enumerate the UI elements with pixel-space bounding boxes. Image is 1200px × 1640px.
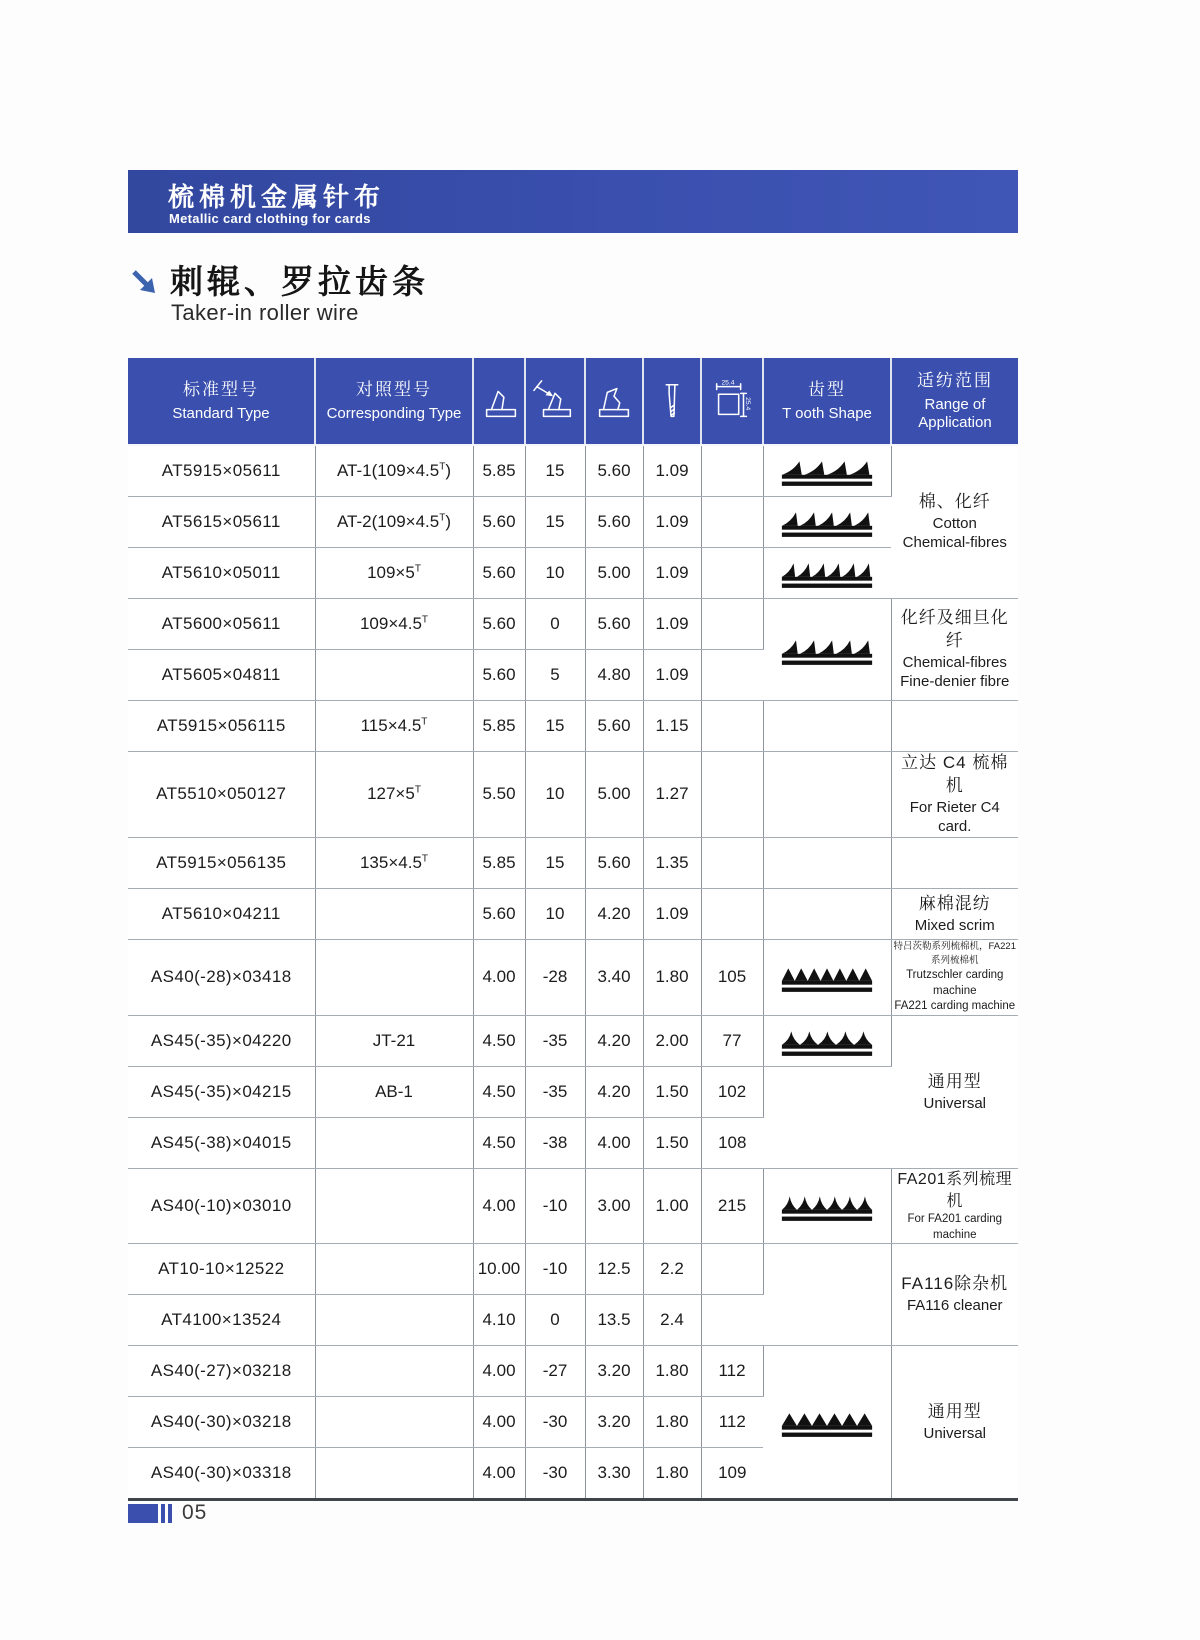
rib-width-cell: 1.09: [643, 445, 701, 497]
header-cell-tooth-depth-icon: [585, 358, 643, 445]
tooth-depth-cell: 3.40: [585, 939, 643, 1015]
total-height-cell: 4.00: [473, 1168, 525, 1243]
tooth-shape-fin-5-icon: [779, 507, 875, 537]
table-row: [128, 1168, 1018, 1243]
rib-width-cell: 1.09: [643, 599, 701, 650]
superscript: T: [414, 784, 421, 796]
table-row: [128, 701, 1018, 752]
header-row: [128, 358, 1018, 445]
application-cell: [891, 752, 1018, 838]
tooth-depth-cell: 3.20: [585, 1397, 643, 1448]
spec-table: [128, 358, 1018, 1501]
superscript: T: [421, 614, 429, 626]
footer-mark-bar: [161, 1504, 165, 1523]
table-row: [128, 752, 1018, 838]
tooth-shape-cell: [763, 445, 891, 497]
rib-width-cell: 2.4: [643, 1295, 701, 1346]
working-angle-cell: -27: [525, 1346, 585, 1397]
header-cell-content: [474, 378, 524, 424]
corresponding-type-cell: JT-21: [315, 1015, 473, 1066]
header-label-zh: 适纺范围: [917, 371, 993, 391]
application-cell: [891, 1015, 1018, 1168]
standard-type-cell: AS40(-30)×03318: [128, 1448, 315, 1500]
total-height-cell: 4.10: [473, 1295, 525, 1346]
tooth-depth-cell: 3.20: [585, 1346, 643, 1397]
points-density-cell: 105: [701, 939, 763, 1015]
working-angle-cell: 15: [525, 701, 585, 752]
header-label-zh: 对照型号: [356, 380, 432, 400]
tooth-shape-cell: [763, 752, 891, 838]
total-height-cell: 4.00: [473, 1397, 525, 1448]
tooth-shape-fin-6-icon: [779, 558, 875, 588]
tooth-depth-cell: 4.20: [585, 888, 643, 939]
total-height-cell: 4.00: [473, 939, 525, 1015]
tooth-shape-cell: [763, 1244, 891, 1346]
rib-width-cell: 1.35: [643, 837, 701, 888]
tooth-shape-wave-5-icon: [779, 1026, 875, 1056]
tooth-shape-cell: [763, 837, 891, 888]
tooth-shape-cell: [763, 1066, 891, 1168]
working-angle-cell: 0: [525, 599, 585, 650]
tooth-front-angle-icon: [532, 378, 578, 424]
total-height-cell: 4.50: [473, 1117, 525, 1168]
table-row: [128, 1015, 1018, 1066]
page-number: 05: [182, 1501, 208, 1524]
superscript: T: [439, 461, 446, 473]
corresponding-type-cell: $135\times 4.5^T$: [315, 837, 473, 888]
rib-width-cell: 1.27: [643, 752, 701, 838]
standard-type-cell: AS40(-30)×03218: [128, 1397, 315, 1448]
application-line: FA116除杂机: [901, 1274, 1009, 1294]
points-density-cell: 108: [701, 1117, 763, 1168]
tooth-depth-cell: 5.00: [585, 752, 643, 838]
corresponding-type-cell: $127\times 5^T$: [315, 752, 473, 838]
header-label-en: Range of Application: [918, 395, 992, 431]
corresponding-type-cell: [315, 1295, 473, 1346]
rib-width-cell: 1.09: [643, 650, 701, 701]
working-angle-cell: 0: [525, 1295, 585, 1346]
application-cell: [891, 701, 1018, 752]
section-title-en: Taker-in roller wire: [171, 300, 359, 325]
working-angle-cell: -10: [525, 1168, 585, 1243]
total-height-cell: 5.60: [473, 650, 525, 701]
application-line: For FA201 carding machine: [907, 1213, 1003, 1241]
header-cell-points-density-icon: [701, 358, 763, 445]
tooth-depth-cell: 3.30: [585, 1448, 643, 1500]
standard-type-cell: AT5615×05611: [128, 497, 315, 548]
rib-width-cell: 1.80: [643, 1448, 701, 1500]
working-angle-cell: 15: [525, 497, 585, 548]
total-height-cell: 5.60: [473, 599, 525, 650]
table-row: [128, 548, 1018, 599]
application-line: FA116 cleaner: [906, 1297, 1003, 1315]
svg-text:25.4: 25.4: [721, 379, 735, 387]
application-line: 棉、化纤: [918, 492, 991, 512]
arrow-down-right-icon: [130, 268, 160, 298]
working-angle-cell: 15: [525, 837, 585, 888]
application-line: 通用型: [927, 1401, 982, 1421]
total-height-cell: 5.85: [473, 701, 525, 752]
corresponding-type-cell: $115\times 4.5^T$: [315, 701, 473, 752]
points-density-cell: 77: [701, 1015, 763, 1066]
table-row: [128, 1066, 1018, 1117]
points-density-cell: 102: [701, 1066, 763, 1117]
application-line: Chemical-fibres: [902, 653, 1007, 671]
application-line: Cotton: [932, 514, 977, 532]
standard-type-cell: AT4100×13524: [128, 1295, 315, 1346]
total-height-cell: 10.00: [473, 1244, 525, 1295]
working-angle-cell: -30: [525, 1397, 585, 1448]
application-cell: [891, 837, 1018, 888]
working-angle-cell: 15: [525, 445, 585, 497]
tooth-depth-cell: 12.5: [585, 1244, 643, 1295]
working-angle-cell: -10: [525, 1244, 585, 1295]
points-density-cell: [701, 1244, 763, 1295]
tooth-shape-cell: [763, 497, 891, 548]
header-cell: [891, 358, 1018, 445]
header-label-zh: 齿型: [808, 380, 846, 400]
points-density-cell: [701, 445, 763, 497]
table-row: [128, 939, 1018, 1015]
header-cell-content: [316, 379, 472, 423]
rib-width-cell: 1.15: [643, 701, 701, 752]
tooth-depth-cell: 4.20: [585, 1015, 643, 1066]
corresponding-type-cell: [315, 888, 473, 939]
standard-type-cell: AT5915×056135: [128, 837, 315, 888]
top-banner: [128, 170, 1018, 233]
tooth-depth-cell: 4.00: [585, 1117, 643, 1168]
working-angle-cell: 10: [525, 548, 585, 599]
working-angle-cell: -28: [525, 939, 585, 1015]
total-height-cell: 4.50: [473, 1015, 525, 1066]
header-label-en: Corresponding Type: [326, 404, 462, 422]
table-row: [128, 497, 1018, 548]
header-cell-tooth-front-angle-icon: [525, 358, 585, 445]
header-cell: [128, 358, 315, 445]
superscript: T: [421, 853, 429, 865]
points-density-cell: 112: [701, 1397, 763, 1448]
table-row: [128, 599, 1018, 650]
points-density-cell: [701, 701, 763, 752]
application-cell: [891, 1168, 1018, 1243]
application-cell: [891, 1244, 1018, 1346]
application-line: Universal: [923, 1094, 987, 1112]
banner-title-en: Metallic card clothing for cards: [169, 211, 371, 226]
points-density-cell: 215: [701, 1168, 763, 1243]
tooth-shape-cell: [763, 888, 891, 939]
header-cell-content: [644, 378, 700, 424]
tooth-shape-tri-6-icon: [779, 1407, 875, 1437]
header-cell-content: [764, 379, 890, 423]
application-line: 化纤及细旦化纤: [900, 608, 1009, 650]
corresponding-type-cell: [315, 1244, 473, 1295]
points-density-cell: [701, 548, 763, 599]
superscript: T: [421, 716, 428, 728]
standard-type-cell: AS40(-28)×03418: [128, 939, 315, 1015]
application-cell: [891, 888, 1018, 939]
application-line: 特吕茨勒系列梳棉机，FA221系列梳棉机: [893, 940, 1016, 967]
tooth-depth-cell: 5.60: [585, 599, 643, 650]
tooth-shape-wave-6-icon: [779, 1191, 875, 1221]
standard-type-cell: AT5915×05611: [128, 445, 315, 497]
corresponding-type-cell: $AT-1(109\times 4.5^T)$: [315, 445, 473, 497]
application-line: Fine-denier fibre: [900, 673, 1010, 691]
application-line: Chemical-fibres: [902, 534, 1007, 552]
header-cell-content: [892, 370, 1018, 432]
working-angle-cell: 10: [525, 888, 585, 939]
corresponding-type-cell: $109\times 5^T$: [315, 548, 473, 599]
corresponding-type-cell: $AT-2(109\times 4.5^T)$: [315, 497, 473, 548]
header-cell-rib-width-icon: [643, 358, 701, 445]
tooth-depth-cell: 5.60: [585, 701, 643, 752]
points-density-cell: [701, 650, 763, 701]
tooth-total-height-icon: [478, 378, 524, 424]
application-line: Trutzschler carding machine: [906, 969, 1004, 997]
points-density-cell: [701, 1295, 763, 1346]
working-angle-cell: 10: [525, 752, 585, 838]
tooth-shape-cell: [763, 1168, 891, 1243]
application-line: Universal: [923, 1424, 987, 1442]
header-label-en: Standard Type: [172, 404, 270, 422]
header-cell-content: [702, 378, 762, 424]
header-cell: [763, 358, 891, 445]
working-angle-cell: 5: [525, 650, 585, 701]
points-density-icon: [709, 378, 755, 424]
tooth-shape-cell: [763, 548, 891, 599]
points-density-cell: [701, 837, 763, 888]
tooth-depth-cell: 13.5: [585, 1295, 643, 1346]
header-label-zh: 标准型号: [183, 380, 259, 400]
table-head: [128, 358, 1018, 445]
rib-width-cell: 1.00: [643, 1168, 701, 1243]
standard-type-cell: AS45(-35)×04220: [128, 1015, 315, 1066]
table-body: [128, 445, 1018, 1500]
tooth-shape-cell: [763, 599, 891, 701]
header-cell-content: [586, 378, 642, 424]
points-density-cell: 112: [701, 1346, 763, 1397]
svg-text:25.4: 25.4: [743, 397, 751, 411]
corresponding-type-cell: [315, 1168, 473, 1243]
tooth-depth-cell: 4.20: [585, 1066, 643, 1117]
banner-title-zh: 梳棉机金属针布: [168, 182, 386, 212]
application-cell: [891, 939, 1018, 1015]
total-height-cell: 5.50: [473, 752, 525, 838]
standard-type-cell: AS40(-10)×03010: [128, 1168, 315, 1243]
rib-width-cell: 2.00: [643, 1015, 701, 1066]
tooth-depth-cell: 5.60: [585, 445, 643, 497]
rib-width-cell: 1.09: [643, 888, 701, 939]
table-row: [128, 445, 1018, 497]
standard-type-cell: AT10-10×12522: [128, 1244, 315, 1295]
rib-width-cell: 1.09: [643, 548, 701, 599]
header-cell-content: [526, 378, 584, 424]
header-cell: [315, 358, 473, 445]
standard-type-cell: AT5610×04211: [128, 888, 315, 939]
points-density-cell: 109: [701, 1448, 763, 1500]
application-line: 立达 C4 梳棉机: [901, 753, 1009, 795]
header-cell-tooth-total-height-icon: [473, 358, 525, 445]
tooth-depth-cell: 3.00: [585, 1168, 643, 1243]
superscript: T: [439, 512, 446, 524]
rib-width-cell: 1.09: [643, 497, 701, 548]
standard-type-cell: AT5510×050127: [128, 752, 315, 838]
page-footer: [128, 1503, 207, 1523]
table-row: [128, 888, 1018, 939]
working-angle-cell: -35: [525, 1066, 585, 1117]
standard-type-cell: AS45(-35)×04215: [128, 1066, 315, 1117]
application-line: 麻棉混纺: [918, 893, 991, 913]
tooth-shape-cell: [763, 1015, 891, 1066]
corresponding-type-cell: AB-1: [315, 1066, 473, 1117]
total-height-cell: 5.85: [473, 445, 525, 497]
header-label-en: T ooth Shape: [782, 404, 872, 422]
tooth-depth-cell: 5.60: [585, 837, 643, 888]
corresponding-type-cell: [315, 1117, 473, 1168]
standard-type-cell: AS45(-38)×04015: [128, 1117, 315, 1168]
application-line: FA201系列梳理机: [897, 1170, 1013, 1210]
application-cell: [891, 599, 1018, 701]
tooth-shape-cell: [763, 1346, 891, 1500]
working-angle-cell: -35: [525, 1015, 585, 1066]
points-density-cell: [701, 497, 763, 548]
corresponding-type-cell: $109\times 4.5^T$: [315, 599, 473, 650]
corresponding-type-cell: [315, 1346, 473, 1397]
application-cell: [891, 445, 1018, 599]
application-cell: [891, 1346, 1018, 1500]
standard-type-cell: AS40(-27)×03218: [128, 1346, 315, 1397]
application-line: FA221 carding machine: [894, 1000, 1016, 1013]
standard-type-cell: AT5915×056115: [128, 701, 315, 752]
total-height-cell: 5.60: [473, 497, 525, 548]
corresponding-type-cell: [315, 1448, 473, 1500]
rib-width-cell: 1.50: [643, 1117, 701, 1168]
standard-type-cell: AT5610×05011: [128, 548, 315, 599]
superscript: T: [414, 563, 421, 575]
total-height-cell: 4.00: [473, 1448, 525, 1500]
tooth-depth-icon: [591, 378, 637, 424]
points-density-cell: [701, 888, 763, 939]
total-height-cell: 4.50: [473, 1066, 525, 1117]
rib-width-cell: 1.80: [643, 1397, 701, 1448]
rib-width-cell: 1.50: [643, 1066, 701, 1117]
corresponding-type-cell: [315, 650, 473, 701]
table-row: [128, 1244, 1018, 1295]
application-line: 通用型: [927, 1071, 982, 1091]
total-height-cell: 4.00: [473, 1346, 525, 1397]
corresponding-type-cell: [315, 1397, 473, 1448]
tooth-depth-cell: 4.80: [585, 650, 643, 701]
tooth-shape-fin-5-icon: [779, 635, 875, 665]
standard-type-cell: AT5600×05611: [128, 599, 315, 650]
header-cell-content: [128, 379, 314, 423]
rib-width-icon: [649, 378, 695, 424]
total-height-cell: 5.60: [473, 548, 525, 599]
rib-width-cell: 2.2: [643, 1244, 701, 1295]
total-height-cell: 5.85: [473, 837, 525, 888]
application-line: For Rieter C4 card.: [909, 798, 1000, 836]
standard-type-cell: AT5605×04811: [128, 650, 315, 701]
tooth-shape-cell: [763, 939, 891, 1015]
points-density-cell: [701, 752, 763, 838]
corresponding-type-cell: [315, 939, 473, 1015]
rib-width-cell: 1.80: [643, 1346, 701, 1397]
points-density-cell: [701, 599, 763, 650]
working-angle-cell: -30: [525, 1448, 585, 1500]
working-angle-cell: -38: [525, 1117, 585, 1168]
rib-width-cell: 1.80: [643, 939, 701, 1015]
application-line: Mixed scrim: [914, 916, 995, 934]
tooth-shape-fin-4-icon: [779, 456, 875, 486]
tooth-shape-tri-7-icon: [779, 962, 875, 992]
total-height-cell: 5.60: [473, 888, 525, 939]
section-title-zh: 刺辊、罗拉齿条: [170, 263, 429, 300]
tooth-shape-cell: [763, 701, 891, 752]
tooth-depth-cell: 5.60: [585, 497, 643, 548]
tooth-depth-cell: 5.00: [585, 548, 643, 599]
footer-mark-bar: [168, 1504, 172, 1523]
table-row: [128, 1346, 1018, 1397]
table-row: [128, 837, 1018, 888]
footer-mark-rect: [128, 1504, 158, 1523]
